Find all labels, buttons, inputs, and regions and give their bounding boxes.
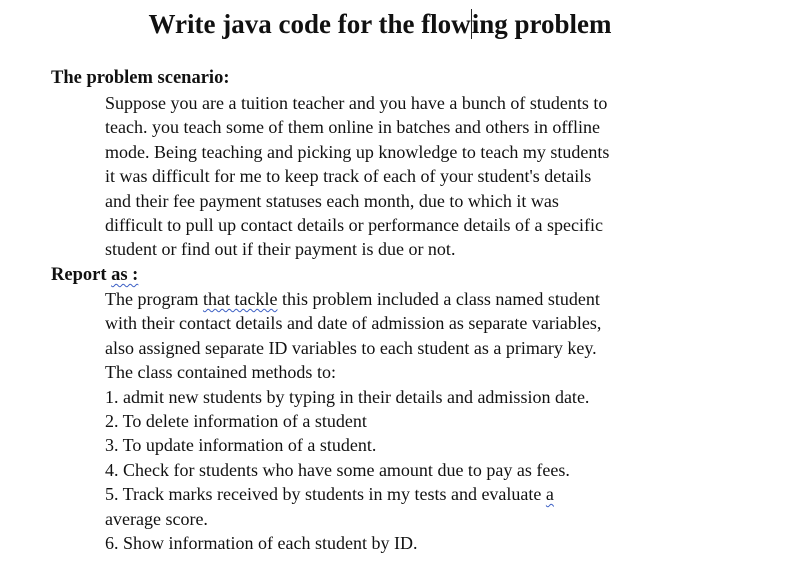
report-line: The class contained methods to: bbox=[105, 362, 336, 383]
scenario-line: it was difficult for me to keep track of each of your student's details bbox=[105, 166, 592, 187]
scenario-line: mode. Being teaching and picking up knowledge to teach my students bbox=[105, 141, 610, 162]
report-heading-word: Report bbox=[51, 265, 112, 285]
method-item-5 bbox=[105, 482, 785, 506]
scenario-line: teach. you teach some of them online in batches and others in offline bbox=[105, 117, 601, 138]
report-heading bbox=[51, 263, 138, 287]
title-text-end: ing problem bbox=[471, 9, 612, 39]
scenario-line: difficult to pull up contact details or performance details of a specific bbox=[105, 214, 603, 235]
scenario-line: student or find out if their payment is due or not. bbox=[105, 239, 456, 260]
scenario-line: and their fee payment statuses each month, due to which it was bbox=[105, 190, 559, 211]
method-item-1: 1. admit new students by typing in their details and admission date. bbox=[105, 386, 590, 407]
report-paragraph bbox=[105, 287, 785, 555]
method-item-5-flagged: a bbox=[545, 484, 554, 505]
report-line1-start: The program bbox=[105, 289, 203, 309]
report-heading-flagged: as : bbox=[111, 265, 139, 285]
page-title bbox=[0, 6, 760, 42]
method-item-6: 6. Show information of each student by ID. bbox=[105, 532, 418, 553]
method-item-5-continued: average score. bbox=[105, 508, 208, 529]
scenario-paragraph bbox=[105, 91, 785, 262]
report-line bbox=[105, 287, 785, 311]
scenario-line: Suppose you are a tuition teacher and you have a bunch of students to bbox=[105, 93, 608, 113]
title-text-start: Write java code for the flow bbox=[148, 9, 471, 39]
scenario-heading: The problem scenario: bbox=[51, 68, 230, 88]
method-item-5-text: 5. Track marks received by students in my tests and evaluate bbox=[105, 484, 546, 505]
report-line1-flagged: that tackle bbox=[202, 289, 278, 309]
method-item-4: 4. Check for students who have some amount due to pay as fees. bbox=[105, 459, 570, 480]
report-line: with their contact details and date of admission as separate variables, bbox=[105, 313, 602, 334]
report-line: also assigned separate ID variables to each student as a primary key. bbox=[105, 337, 597, 358]
report-line1-end: this problem included a class named student bbox=[277, 289, 600, 309]
method-item-3: 3. To update information of a student. bbox=[105, 435, 377, 456]
method-item-2: 2. To delete information of a student bbox=[105, 410, 367, 431]
